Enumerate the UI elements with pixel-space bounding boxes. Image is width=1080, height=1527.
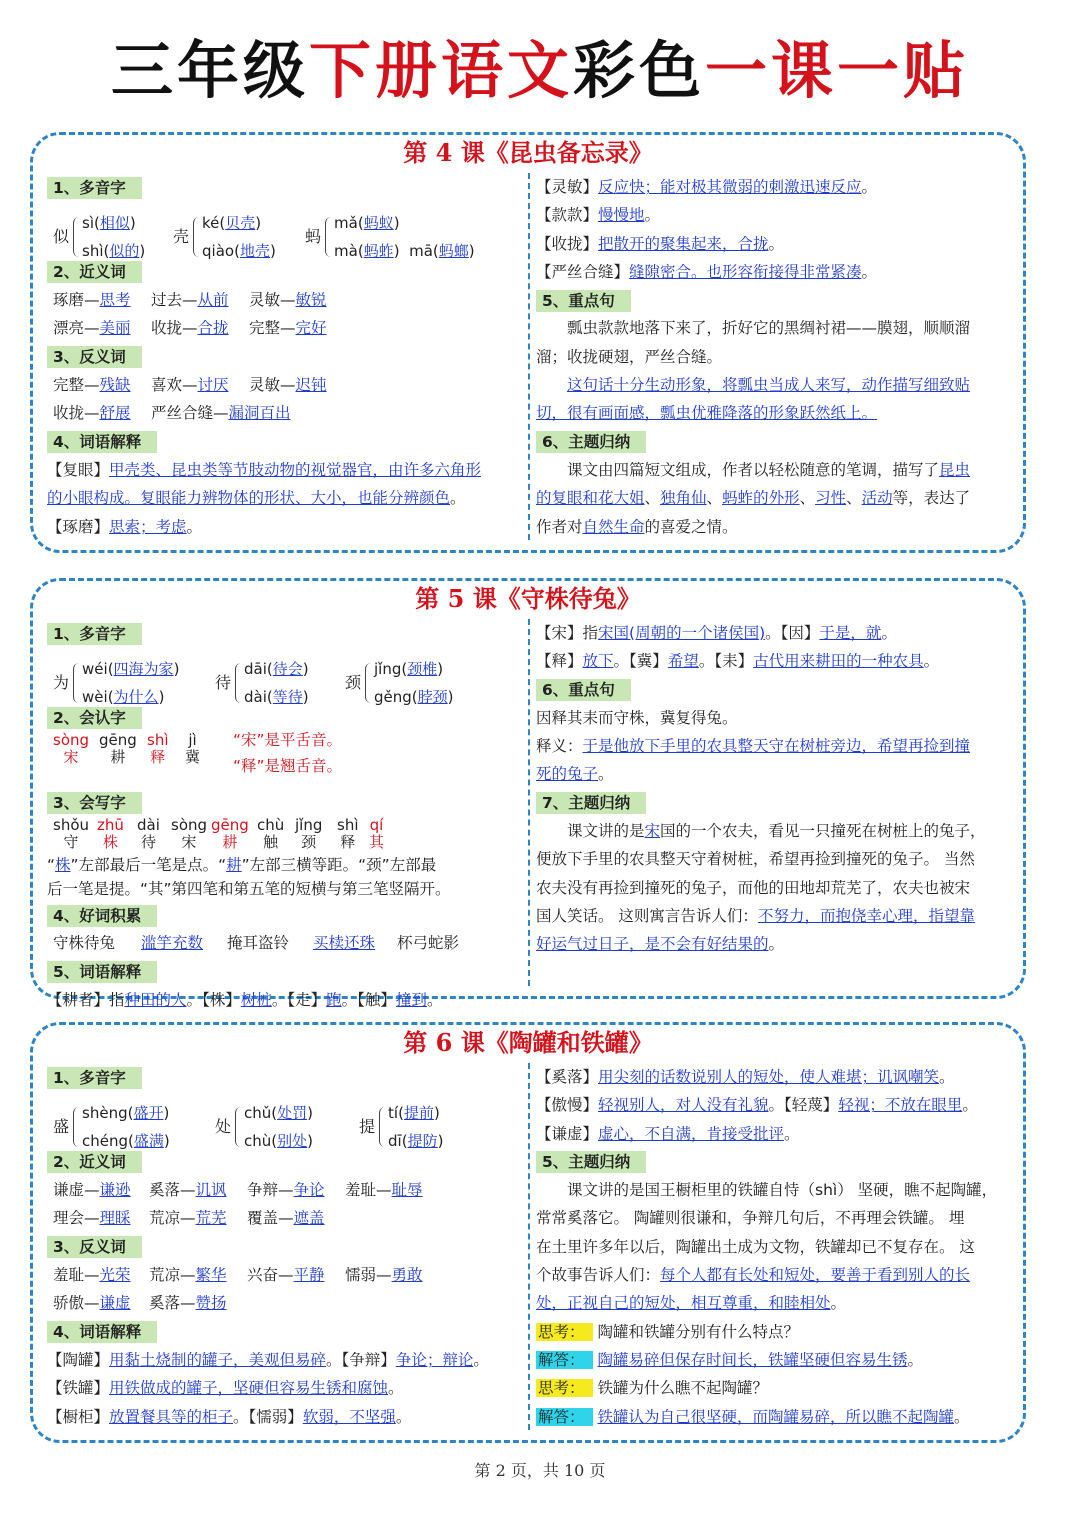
definition: 【橱柜】放置餐具等的柜子。【懦弱】软弱，不坚强。 <box>47 1407 412 1426</box>
section-header: 5、词语解释 <box>47 961 157 983</box>
key-analysis: 这句话十分生动形象，将瓢虫当成人来写，动作描写细致贴 <box>567 376 971 395</box>
section-header: 6、重点句 <box>536 679 631 701</box>
word-row: 谦虚—谦逊 奚落—讥讽 争辩—争论 羞耻—耻辱 <box>53 1181 423 1200</box>
polyphone-item: 待 dāi(待会) dài(等待) <box>215 660 309 707</box>
pinyin-char: sòng 宋 <box>171 816 208 852</box>
page-title: 三年级下册语文彩色一课一贴 <box>110 34 970 107</box>
section-header: 5、主题归纳 <box>536 1151 646 1173</box>
lesson-title: 第 6 课《陶罐和铁罐》 <box>403 1028 653 1057</box>
theme-text: 好运气过日子，是不会有好结果的。 <box>536 935 785 954</box>
section-header: 1、多音字 <box>47 177 142 199</box>
key-sentence: 瓢虫款款地落下来了，折好它的黑绸衬裙——膜翅，顺顺溜 <box>567 319 971 338</box>
pinyin-char: chù 触 <box>257 816 285 852</box>
pronunciation-note: “宋”是平舌音。 <box>233 731 343 750</box>
section-header: 1、多音字 <box>47 623 142 645</box>
definition: 的小眼构成。复眼能力辨物体的形状、大小，也能分辨颜色。 <box>47 489 466 508</box>
section-header: 2、近义词 <box>47 1151 142 1173</box>
word-row: 收拢—舒展 严丝合缝—漏洞百出 <box>53 404 291 423</box>
definition: 【傲慢】轻视别人，对人没有礼貌。【轻蔑】轻视；不放在眼里。 <box>536 1096 978 1115</box>
section-header: 6、主题归纳 <box>536 431 646 453</box>
definition: 【耕者】指种田的人。【株】树桩。【走】跑。【触】撞到。 <box>47 990 443 1009</box>
pinyin-char: shì 释 <box>337 816 359 852</box>
key-analysis: 切，很有画面感，瓢虫优雅降落的形象跃然纸上。 <box>536 404 878 423</box>
word-row: 骄傲—谦虚 奚落—赞扬 <box>53 1294 227 1313</box>
good-words: 守株待兔 滥竽充数 掩耳盗铃 买椟还珠 杯弓蛇影 <box>53 934 460 953</box>
section-header: 4、好词积累 <box>47 905 157 927</box>
pinyin-char: qí 其 <box>369 816 385 852</box>
polyphone-row <box>47 1091 519 1151</box>
section-header: 2、近义词 <box>47 261 142 283</box>
polyphone-row <box>47 647 519 707</box>
theme-text: 作者对自然生命的喜爱之情。 <box>536 517 738 536</box>
definition: 【严丝合缝】缝隙密合。也形容衔接得非常紧凑。 <box>536 262 878 281</box>
write-note: “株”左部最后一笔是点。“耕”左部三横等距。“颈”左部最 <box>47 856 437 875</box>
lesson-5-card <box>30 578 1026 1009</box>
theme-text: 的复眼和花大姐、独角仙、蚂蚱的外形、习性、活动等，表达了 <box>536 489 971 508</box>
pinyin-char: shì 释 <box>147 731 169 767</box>
key-analysis: 死的兔子。 <box>536 765 614 784</box>
pinyin-char: sòng 宋 <box>53 731 90 767</box>
question: 思考： 铁罐为什么瞧不起陶罐？ <box>538 1379 768 1398</box>
question: 思考： 陶罐和铁罐分别有什么特点？ <box>538 1322 799 1341</box>
pinyin-char: dài 待 <box>137 816 160 852</box>
theme-text: 个故事告诉人们：每个人都有长处和短处，要善于看到别人的长 <box>536 1266 971 1285</box>
definition: 【释】放下。【冀】希望。【耒】古代用来耕田的一种农具。 <box>536 652 940 671</box>
column-divider <box>528 1063 530 1430</box>
key-sentence: 因释其耒而守株，冀复得兔。 <box>536 708 738 727</box>
pinyin-char: zhū 株 <box>97 816 124 852</box>
definition: 【铁罐】用铁做成的罐子，坚硬但容易生锈和腐蚀。 <box>47 1379 404 1398</box>
theme-text: 便放下手里的农具整天守着树桩，希望再捡到撞死的兔子。 当然 <box>536 850 975 869</box>
definition: 【复眼】甲壳类、昆虫类等节肢动物的视觉器官，由许多六角形 <box>47 460 482 479</box>
definition: 【琢磨】思索；考虑。 <box>47 517 203 536</box>
theme-text: 处，正视自己的短处，相互尊重，和睦相处。 <box>536 1294 847 1313</box>
pinyin-char: shǒu 守 <box>53 816 90 852</box>
definition: 【灵敏】反应快；能对极其微弱的刺激迅速反应。 <box>536 178 878 196</box>
definition: 【陶罐】用黏土烧制的罐子，美观但易碎。【争辩】争论；辩论。 <box>47 1350 489 1369</box>
left-column <box>47 1063 519 1431</box>
polyphone-item: 提 tí(提前) dī(提防) <box>359 1104 444 1151</box>
column-divider <box>528 173 530 540</box>
right-column <box>536 173 1006 541</box>
definition: 【奚落】用尖刻的话数说别人的短处，使人难堪；讥讽嘲笑。 <box>536 1068 955 1086</box>
definition: 【收拢】把散开的聚集起来，合拢。 <box>536 234 785 253</box>
word-row: 理会—理睬 荒凉—荒芜 覆盖—遮盖 <box>53 1209 325 1228</box>
polyphone-item: 壳 ké(贝壳) qiào(地壳) <box>173 214 276 261</box>
key-analysis: 释义：于是他放下手里的农具整天守在树桩旁边，希望再捡到撞 <box>536 737 971 756</box>
theme-text: 课文由四篇短文组成，作者以轻松随意的笔调，描写了昆虫 <box>567 460 971 479</box>
section-header: 1、多音字 <box>47 1067 142 1089</box>
word-row: 琢磨—思考 过去—从前 灵敏—敏锐 <box>53 291 327 310</box>
section-header: 3、会写字 <box>47 792 142 814</box>
page-footer: 第 2 页，共 10 页 <box>474 1461 606 1480</box>
word-row: 完整—残缺 喜欢—讨厌 灵敏—迟钝 <box>53 376 327 395</box>
right-column <box>536 619 1006 959</box>
polyphone-item: 处 chǔ(处罚) chù(别处) <box>215 1104 314 1151</box>
left-column <box>47 619 519 1014</box>
pinyin-char: jǐng 颈 <box>295 816 323 852</box>
definition: 【宋】指宋国(周朝的一个诸侯国)。【因】于是，就。 <box>536 624 897 642</box>
answer-label: 解答： <box>536 1408 593 1426</box>
section-header: 4、词语解释 <box>47 431 157 453</box>
lesson-6-card <box>30 1022 1026 1443</box>
left-column <box>47 173 519 541</box>
section-header: 7、主题归纳 <box>536 792 646 814</box>
answer: 解答： 铁罐认为自己很坚硬，而陶罐易碎，所以瞧不起陶罐。 <box>538 1407 970 1426</box>
theme-text: 课文讲的是宋国的一个农夫，看见一只撞死在树桩上的兔子， <box>567 822 986 841</box>
lesson-title: 第 5 课《守株待兔》 <box>415 584 641 613</box>
theme-text: 在土里许多年以后，陶罐出土成为文物，铁罐却已不复存在。 这 <box>536 1237 975 1256</box>
theme-text: 农夫没有再捡到撞死的兔子，而他的田地却荒芜了，农夫也被宋 <box>536 878 971 897</box>
pinyin-char: jì 冀 <box>185 731 201 767</box>
section-header: 4、词语解释 <box>47 1321 157 1343</box>
polyphone-item: 为 wéi(四海为家) wèi(为什么) <box>53 660 180 707</box>
write-note: 后一笔是提。“其”第四笔和第五笔的短横与第三笔竖隔开。 <box>47 880 451 899</box>
answer-label: 解答： <box>536 1351 593 1369</box>
polyphone-item: 蚂 mǎ(蚂蚁) mà(蚂蚱) mā(蚂螂) <box>305 214 475 261</box>
recognize-chars <box>47 731 519 776</box>
lesson-4-card <box>30 132 1026 553</box>
word-row: 羞耻—光荣 荒凉—繁华 兴奋—平静 懦弱—勇敢 <box>53 1266 423 1285</box>
polyphone-item: 似 sì(相似) shì(似的) <box>53 214 146 261</box>
question-label: 思考： <box>536 1379 593 1397</box>
lesson-title: 第 4 课《昆虫备忘录》 <box>403 138 653 167</box>
pronunciation-note: “释”是翘舌音。 <box>233 757 343 776</box>
question-label: 思考： <box>536 1323 593 1341</box>
word-row: 漂亮—美丽 收拢—合拢 完整—完好 <box>53 319 327 338</box>
section-header: 3、反义词 <box>47 346 142 368</box>
theme-text: 国人笑话。 这则寓言告诉人们：不努力，而抱侥幸心理，指望靠 <box>536 906 975 925</box>
key-sentence: 溜；收拢硬翅，严丝合缝。 <box>536 347 723 366</box>
definition: 【款款】慢慢地。 <box>536 206 661 225</box>
polyphone-item: 颈 jǐng(颈椎) gěng(脖颈) <box>345 660 454 707</box>
right-column <box>536 1063 1006 1431</box>
theme-text: 常常奚落它。 陶罐则很谦和，争辩几句后，不再理会铁罐。 埋 <box>536 1209 965 1228</box>
pinyin-char: gēng 耕 <box>99 731 137 767</box>
column-divider <box>528 619 530 986</box>
write-chars <box>47 817 519 853</box>
section-header: 5、重点句 <box>536 290 631 312</box>
pinyin-char: gēng 耕 <box>211 816 249 852</box>
theme-text: 课文讲的是国王橱柜里的铁罐自恃（shì） 坚硬，瞧不起陶罐， <box>567 1181 998 1200</box>
section-header: 2、会认字 <box>47 707 142 729</box>
polyphone-item: 盛 shèng(盛开) chéng(盛满) <box>53 1104 170 1151</box>
answer: 解答： 陶罐易碎但保存时间长，铁罐坚硬但容易生锈。 <box>538 1350 923 1369</box>
definition: 【谦虚】虚心，不自满，肯接受批评。 <box>536 1124 800 1143</box>
polyphone-row <box>47 201 519 261</box>
section-header: 3、反义词 <box>47 1236 142 1258</box>
